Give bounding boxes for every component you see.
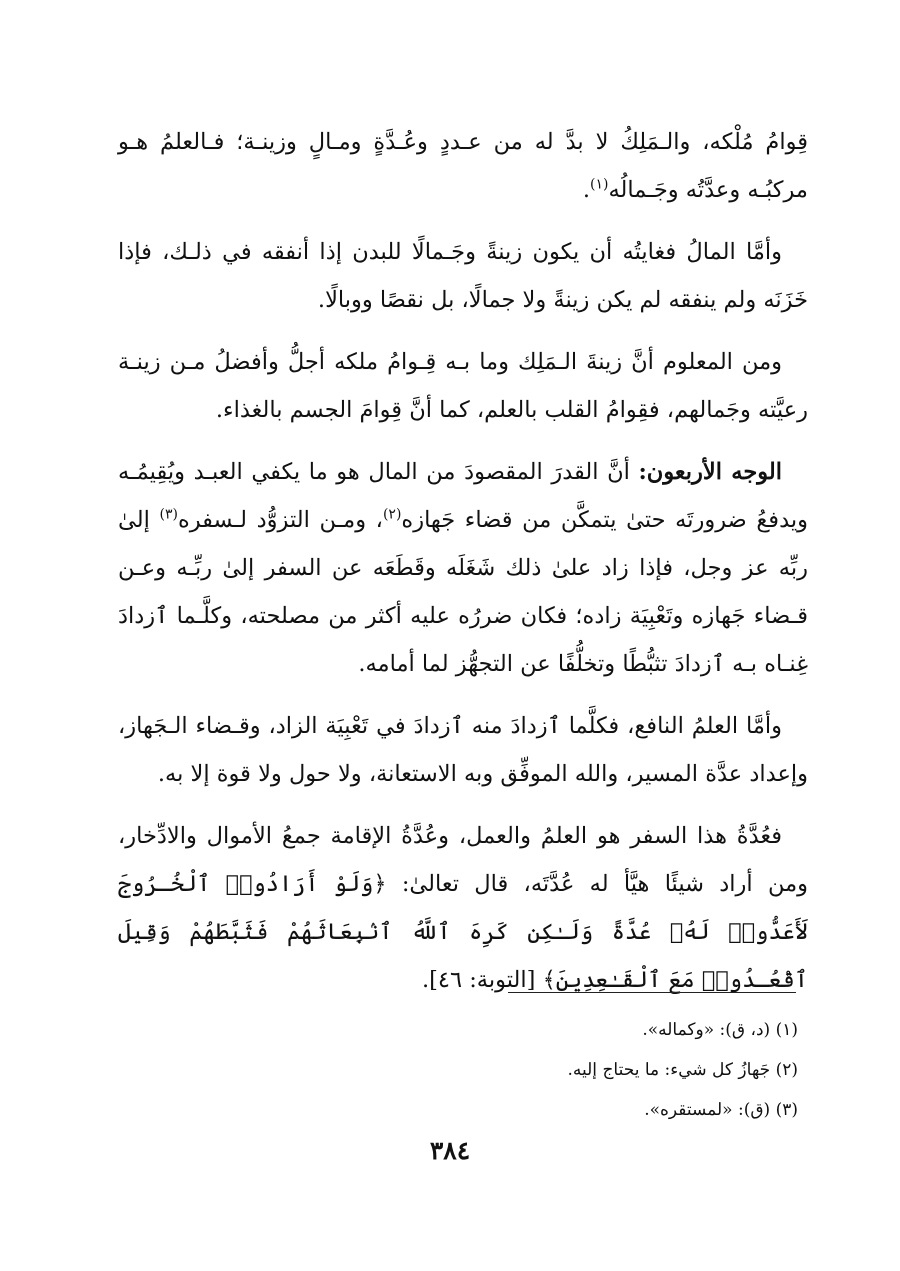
footnote-text: جَهازُ كل شيء: ما يحتاج إليه. [567,1060,771,1080]
footnote-ref-1[interactable]: (١) [590,176,609,193]
footnote-number: (٢) [775,1060,798,1080]
footnote-number: (٣) [775,1100,798,1120]
paragraph-5: وأمَّا العلمُ النافع، فكلَّما ٱزدادَ منه ٱزدادَ في تَعْبِيَة الزاد، وقـضاء الـجَهاز، وإعداد عدَّة المسير، والله الموفِّق وبه الاستعانة، ولا حول ولا قوة إلا به. [118,713,808,787]
footnote-number: (١) [775,1020,798,1040]
footnote-text: (ق): «لمستقره». [644,1100,771,1120]
section-heading-fortieth: الوجه الأربعون: [638,459,782,485]
paragraph-6 [118,812,808,1004]
footnote-3 [278,1090,798,1130]
page-number: ٣٨٤ [429,1136,471,1165]
footnote-ref-3[interactable]: (٣) [159,506,178,523]
main-text [118,118,808,1018]
footnote-divider [508,992,796,993]
paragraph-6-text: فعُدَّةُ هذا السفر هو العلمُ والعمل، وعُدَّةُ الإقامة جمعُ الأموال والادِّخار، ومن أراد شيئًا هيَّأ له عُدَّتَه، قال تعالىٰ: [118,823,809,897]
paragraph-2: وأمَّا المالُ فغايتُه أن يكون زينةً وجَـمالًا للبدن إذا أنفقه في ذلـك، فإذا خَزَنَه ولم ينفقه لم يكن زينةً ولا جمالًا، بل نقصًا ووبالًا. [118,239,808,313]
paragraph-4-text-c: إلىٰ ربِّه عز وجل، فإذا زاد علىٰ ذلك شَغَلَه وقَطَعَه عن السفر إلىٰ ربِّـه وعـن قـضاء جَهازه وتَعْبِيَة زاده؛ فكان ضررُه عليه أكثر من مصلحته، وكلَّـما ٱزدادَ غِنـاه بـه ٱزدادَ تثبُّطًا وتخلُّفًا عن التجهُّز لما أمامه. [118,507,808,677]
footnotes [278,1010,798,1130]
paragraph-4-text-b: ، ومـن التزوُّد لـسفره [177,507,383,533]
paragraph-1 [118,118,808,214]
paragraph-4-text-a: أنَّ القدرَ المقصودَ من المال هو ما يكفي العبـد ويُقِيمُـه ويدفعُ ضرورتَه حتىٰ يتمكَّن من قضاء جَهازه [118,459,809,533]
quran-verse: ﴿وَلَوْ أَرَادُوا۟ ٱلْخُـرُوجَ لَأَعَدُّوا۟ لَهُۥ عُدَّةً وَلَـٰكِن كَرِهَ ٱللَّهُ ٱنۢبِعَاثَهُمْ فَثَبَّطَهُمْ وَقِيلَ ٱقْعُـدُوا۟ مَعَ ٱلْقَـٰعِدِينَ﴾ [118,871,808,993]
verse-citation: [التوبة: ٤٦]. [421,967,543,993]
footnote-ref-2[interactable]: (٢) [382,506,402,523]
footnote-1 [278,1010,798,1050]
footnote-2 [278,1050,798,1090]
footnote-text: (د، ق): «وكماله». [642,1020,771,1040]
paragraph-1-text: قِوامُ مُلْكه، والـمَلِكُ لا بدَّ له من عـددٍ وعُـدَّةٍ ومـالٍ وزينـة؛ فـالعلمُ هـو مركبُـه وعدَّتُه وجَـمالُه [118,129,808,203]
paragraph-3: ومن المعلوم أنَّ زينةَ الـمَلِك وما بـه قِـوامُ ملكه أجلُّ وأفضلُ مـن زينـة رعيَّته وجَمالهم، فقِوامُ القلب بالعلم، كما أنَّ قِوامَ الجسم بالغذاء. [118,349,808,423]
paragraph-1-end: . [582,177,591,203]
paragraph-4 [118,448,808,688]
